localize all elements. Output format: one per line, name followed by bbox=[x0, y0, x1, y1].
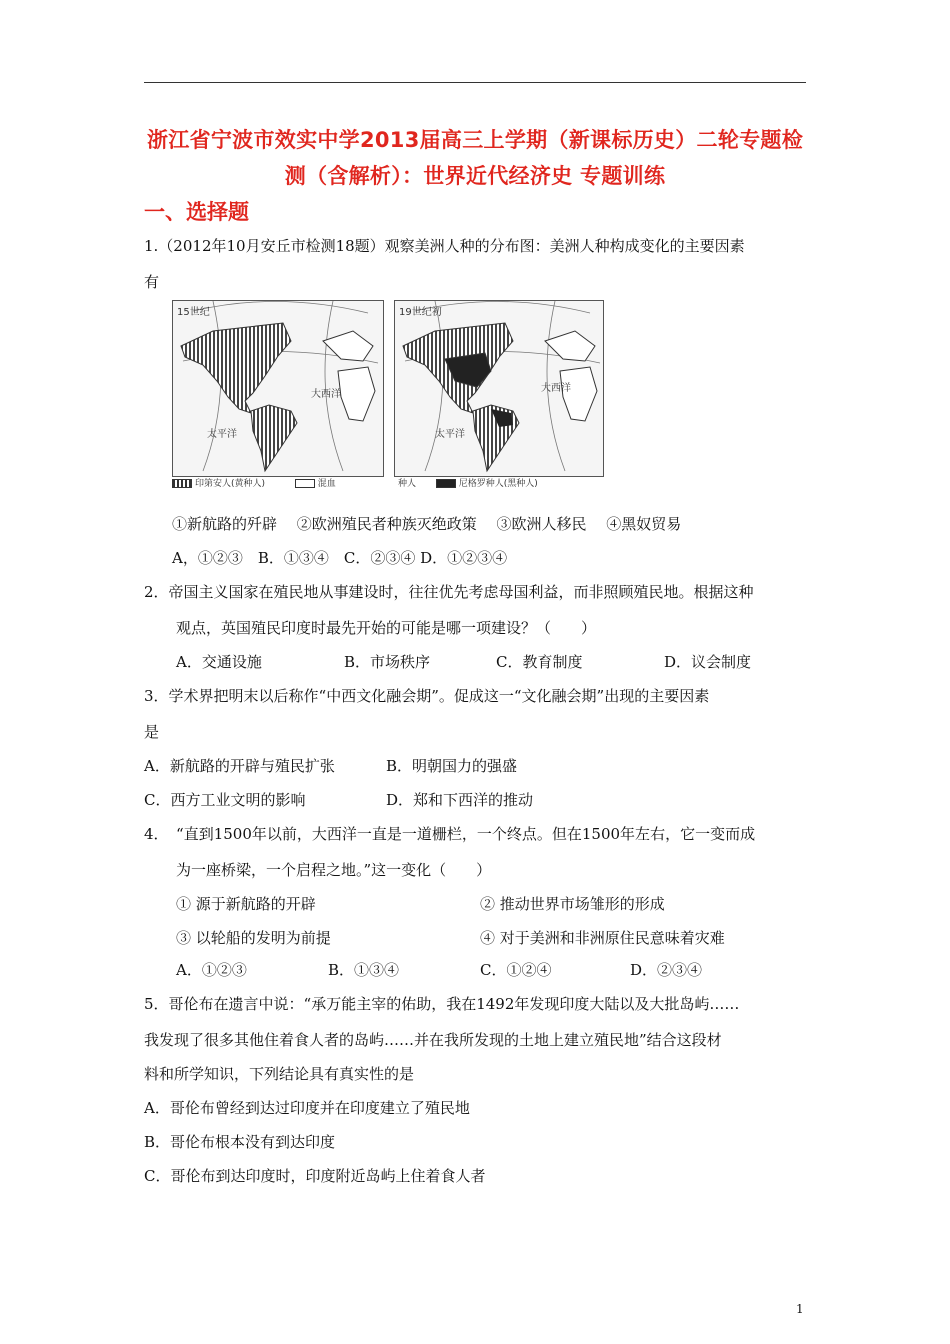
map-left-pacific-label: 太平洋 bbox=[207, 429, 237, 440]
q1-items: ①新航路的歼辟 ②欧洲殖民者种族灭绝政策 ③欧洲人移民 ④黑奴贸易 bbox=[172, 515, 682, 533]
q4-option-a: A．①②③ bbox=[176, 961, 247, 979]
q4-item-3: ③ 以轮船的发明为前提 bbox=[176, 929, 331, 947]
document-title-line-2: 测（含解析）：世界近代经济史 专题训练 bbox=[284, 164, 666, 188]
legend-swatch-icon bbox=[436, 479, 456, 488]
q5-stem-line-2: 我发现了很多其他住着食人者的岛屿……并在我所发现的土地上建立殖民地”结合这段材 bbox=[144, 1031, 722, 1049]
q2-stem-line-2: 观点，英国殖民印度时最先开始的可能是哪一项建设？（ ） bbox=[176, 619, 597, 637]
q1-stem-line-2: 有 bbox=[144, 273, 160, 291]
q3-option-b: B．明朝国力的强盛 bbox=[386, 757, 518, 775]
q4-item-1: ① 源于新航路的开辟 bbox=[176, 895, 316, 913]
legend-race: 种人 bbox=[398, 479, 417, 489]
q5-stem-line-3: 料和所学知识，下列结论具有真实性的是 bbox=[144, 1065, 415, 1083]
header-rule bbox=[144, 82, 806, 83]
q5-option-c: C．哥伦布到达印度时，印度附近岛屿上住着食人者 bbox=[144, 1167, 486, 1185]
map-left-atlantic-label: 大西洋 bbox=[311, 389, 341, 400]
map-right-atlantic-label: 大西洋 bbox=[541, 383, 571, 394]
map-19th-century bbox=[394, 300, 604, 477]
q3-option-c: C．西方工业文明的影响 bbox=[144, 791, 306, 809]
map-right-era-label: 19世纪初 bbox=[399, 307, 442, 318]
q1-map-figure bbox=[170, 300, 590, 492]
q4-item-4: ④ 对于美洲和非洲原住民意味着灾难 bbox=[480, 929, 725, 947]
map-15th-century bbox=[172, 300, 384, 477]
q4-option-b: B．①③④ bbox=[328, 961, 400, 979]
q1-stem-line-1: 1.（2012年10月安丘市检测18题）观察美洲人种的分布图：美洲人种构成变化的主要因素 bbox=[144, 237, 745, 255]
legend-negroid: 尼格罗种人(黑种人) bbox=[458, 479, 538, 489]
q3-option-a: A．新航路的开辟与殖民扩张 bbox=[144, 757, 335, 775]
q2-stem-line-1: 2．帝国主义国家在殖民地从事建设时，往往优先考虑母国利益，而非照顾殖民地。根据这种 bbox=[144, 583, 754, 601]
q4-stem-line-2: 为一座桥梁，一个启程之地。”这一变化（ ） bbox=[176, 861, 492, 879]
legend-swatch-icon bbox=[295, 479, 315, 488]
map-right-legend bbox=[398, 476, 538, 489]
q2-option-a: A．交通设施 bbox=[176, 653, 262, 671]
q5-option-b: B．哥伦布根本没有到达印度 bbox=[144, 1133, 336, 1151]
document-title-line-1: 浙江省宁波市效实中学2013届高三上学期（新课标历史）二轮专题检 bbox=[146, 128, 804, 152]
section-heading: 一、选择题 bbox=[144, 200, 249, 224]
q3-stem-line-1: 3．学术界把明末以后称作“中西文化融会期”。促成这一“文化融会期”出现的主要因素 bbox=[144, 687, 710, 705]
q2-option-d: D．议会制度 bbox=[664, 653, 752, 671]
map-left-legend bbox=[172, 476, 336, 489]
americas-map-19th-century-graphic bbox=[395, 301, 603, 476]
q4-option-c: C．①②④ bbox=[480, 961, 552, 979]
q3-option-d: D．郑和下西洋的推动 bbox=[386, 791, 534, 809]
q2-option-b: B．市场秩序 bbox=[344, 653, 431, 671]
q5-stem-line-1: 5．哥伦布在遗言中说：“承万能主宰的佑助，我在1492年发现印度大陆以及大批岛屿…… bbox=[144, 995, 740, 1013]
legend-mixed: 混血 bbox=[317, 479, 336, 489]
legend-swatch-icon bbox=[172, 479, 192, 488]
q2-option-c: C．教育制度 bbox=[496, 653, 583, 671]
q1-options: A，①②③ B．①③④ C．②③④ D．①②③④ bbox=[172, 549, 508, 567]
map-right-pacific-label: 太平洋 bbox=[435, 429, 465, 440]
q5-option-a: A．哥伦布曾经到达过印度并在印度建立了殖民地 bbox=[144, 1099, 470, 1117]
map-left-era-label: 15世纪 bbox=[177, 307, 210, 318]
q4-option-d: D．②③④ bbox=[630, 961, 703, 979]
q3-stem-line-2: 是 bbox=[144, 723, 160, 741]
page-number: 1 bbox=[796, 1302, 804, 1316]
legend-indigenous: 印第安人(黄种人) bbox=[195, 479, 266, 489]
americas-map-15th-century-graphic bbox=[173, 301, 383, 476]
q4-stem-line-1: 4． “直到1500年以前，大西洋一直是一道栅栏，一个终点。但在1500年左右，它一变而成 bbox=[144, 825, 756, 843]
q4-item-2: ② 推动世界市场雏形的形成 bbox=[480, 895, 665, 913]
